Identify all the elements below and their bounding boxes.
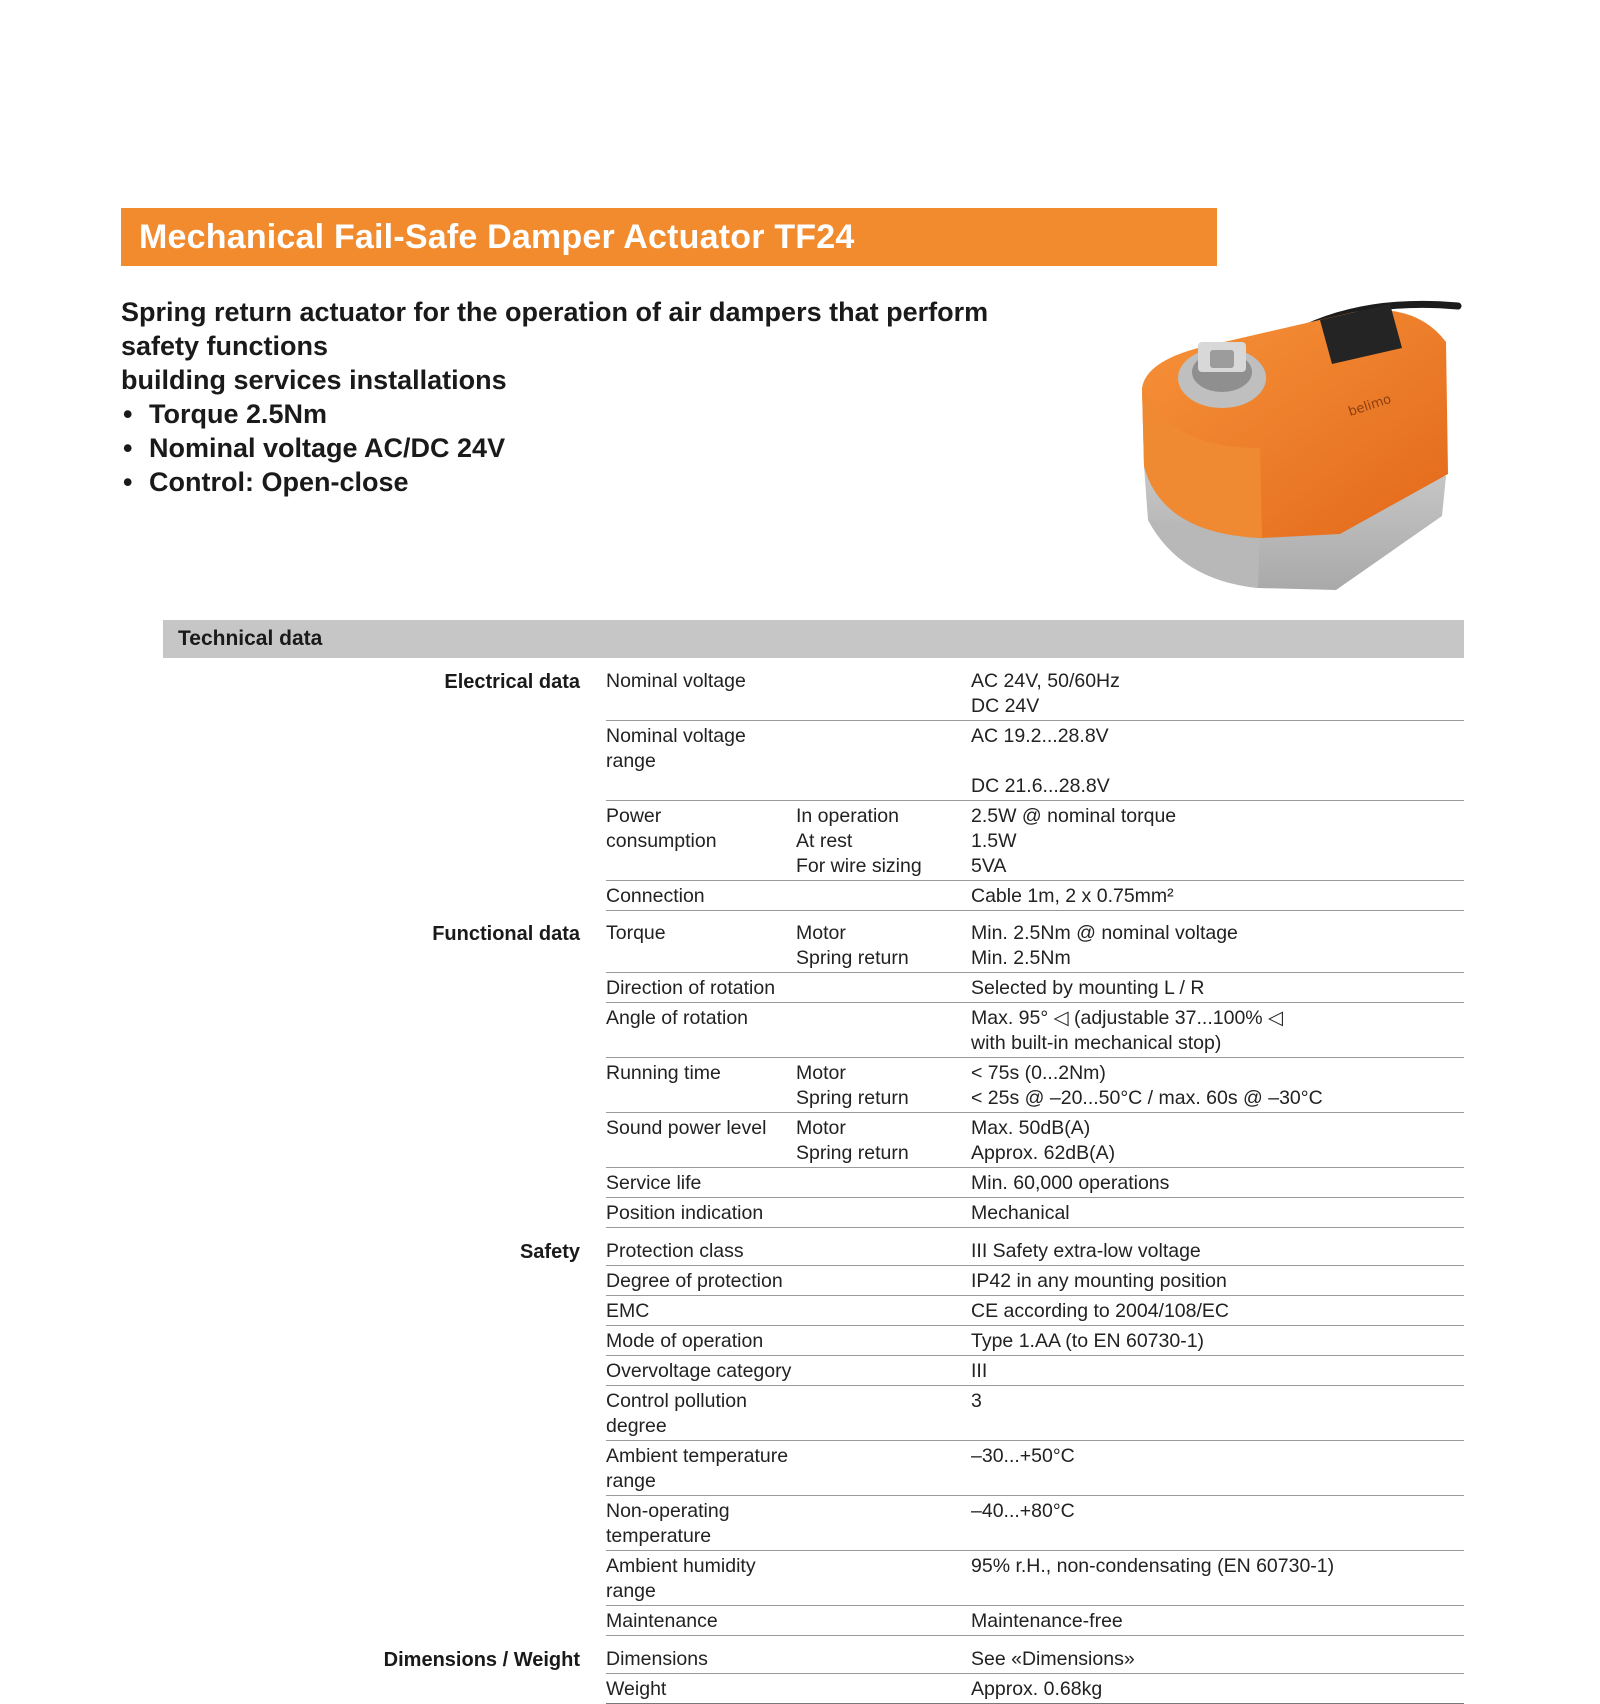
spec-value: Cable 1m, 2 x 0.75mm² <box>971 885 1174 907</box>
spec-value: IP42 in any mounting position <box>971 1270 1227 1292</box>
spec-sub <box>796 1031 971 1056</box>
spec-row <box>606 973 1464 1003</box>
spec-name: Power <box>606 805 662 827</box>
spec-value: CE according to 2004/108/EC <box>971 1300 1229 1322</box>
spec-name: Service life <box>606 1172 702 1194</box>
spec-row <box>606 1496 1464 1551</box>
spec-name: Protection class <box>606 1240 744 1262</box>
spec-name <box>606 1086 796 1111</box>
spec-value: 3 <box>971 1390 982 1412</box>
spec-row <box>606 1551 1464 1606</box>
spec-name: Mode of operation <box>606 1330 764 1352</box>
spec-name <box>606 1031 796 1056</box>
spec-sub: Spring return <box>796 1087 909 1109</box>
spec-row <box>606 666 1464 721</box>
spec-sub: In operation <box>796 805 899 827</box>
spec-value: –30...+50°C <box>971 1445 1075 1467</box>
spec-sub: Motor <box>796 1062 846 1084</box>
spec-sub: For wire sizing <box>796 855 922 877</box>
spec-sub: Spring return <box>796 947 909 969</box>
spec-value: Min. 60,000 operations <box>971 1172 1170 1194</box>
spec-name: Torque <box>606 922 666 944</box>
spec-name: Sound power level <box>606 1117 767 1139</box>
spec-value: Min. 2.5Nm <box>971 947 1071 969</box>
spec-row <box>606 721 1464 801</box>
spec-row <box>606 1296 1464 1326</box>
spec-sub <box>796 1499 971 1549</box>
spec-name: Position indication <box>606 1202 764 1224</box>
spec-group-safety <box>0 1236 1600 1636</box>
intro-line: Spring return actuator for the operation of air dampers that perform <box>121 297 989 327</box>
spec-name: Direction of rotation <box>606 977 776 999</box>
spec-row <box>606 881 1464 911</box>
technical-data-header: Technical data <box>163 620 1464 658</box>
spec-value: Selected by mounting L / R <box>971 977 1205 999</box>
spec-sub <box>796 1647 971 1672</box>
spec-value: Approx. 62dB(A) <box>971 1142 1116 1164</box>
spec-row <box>606 1441 1464 1496</box>
spec-value: with built-in mechanical stop) <box>971 1032 1222 1054</box>
spec-name <box>606 774 796 799</box>
spec-value: < 75s (0...2Nm) <box>971 1062 1106 1084</box>
feature-item: • Nominal voltage AC/DC 24V <box>121 431 1081 465</box>
spec-row <box>606 1236 1464 1266</box>
group-label: Dimensions / Weight <box>383 1649 580 1671</box>
spec-value: Max. 50dB(A) <box>971 1117 1091 1139</box>
spec-value: DC 24V <box>971 695 1040 717</box>
spec-sub <box>796 1554 971 1604</box>
product-intro <box>121 295 1081 499</box>
spec-name <box>606 854 796 879</box>
spec-value: 5VA <box>971 855 1007 877</box>
spec-value: Max. 95° ◁ (adjustable 37...100% ◁ <box>971 1007 1284 1029</box>
spec-sub <box>796 774 971 799</box>
spec-name: Dimensions <box>606 1648 708 1670</box>
spec-group-functional <box>0 918 1600 1228</box>
spec-sub <box>796 1201 971 1226</box>
spec-name: Degree of protection <box>606 1270 783 1292</box>
spec-name: Maintenance <box>606 1610 718 1632</box>
actuator-product-photo <box>1140 298 1490 598</box>
spec-value: Approx. 0.68kg <box>971 1678 1103 1700</box>
intro-line: safety functions <box>121 331 329 361</box>
spec-value: 95% r.H., non-condensating (EN 60730-1) <box>971 1555 1335 1577</box>
spec-sub <box>796 1359 971 1384</box>
spec-value: Min. 2.5Nm @ nominal voltage <box>971 922 1238 944</box>
group-label: Safety <box>519 1241 580 1263</box>
spec-name <box>606 694 796 719</box>
spec-value: III Safety extra-low voltage <box>971 1240 1201 1262</box>
spec-group-dimensions <box>0 1644 1600 1704</box>
spec-sub <box>796 1329 971 1354</box>
spec-value: See «Dimensions» <box>971 1648 1135 1670</box>
spec-row <box>606 1266 1464 1296</box>
spec-value: Maintenance-free <box>971 1610 1123 1632</box>
spec-row <box>606 1113 1464 1168</box>
spec-sub: Motor <box>796 1117 846 1139</box>
belimo-logo: belimo <box>1346 391 1394 420</box>
spec-name <box>606 1141 796 1166</box>
spec-row <box>606 1326 1464 1356</box>
spec-sub: At rest <box>796 830 853 852</box>
group-label: Electrical data <box>444 671 580 693</box>
spec-value: AC 24V, 50/60Hz <box>971 670 1120 692</box>
feature-list <box>121 397 1081 499</box>
spec-value: AC 19.2...28.8V <box>971 725 1109 747</box>
group-label: Functional data <box>432 923 580 945</box>
spec-value: Mechanical <box>971 1202 1070 1224</box>
spec-table <box>0 666 1600 1704</box>
spec-name: Non-operating temperature <box>606 1500 730 1547</box>
spec-name: Nominal voltage <box>606 670 746 692</box>
spec-row <box>606 1386 1464 1441</box>
spec-value: III <box>971 1360 988 1382</box>
spec-name: Ambient humidity range <box>606 1555 756 1602</box>
spec-sub <box>796 1677 971 1702</box>
feature-item: • Control: Open-close <box>121 465 1081 499</box>
intro-line: building services installations <box>121 365 507 395</box>
product-title-banner: Mechanical Fail-Safe Damper Actuator TF24 <box>121 208 1217 266</box>
spec-row <box>606 1198 1464 1228</box>
spec-row <box>606 1058 1464 1113</box>
spec-row <box>606 1356 1464 1386</box>
spec-sub <box>796 669 971 694</box>
spec-sub <box>796 1609 971 1634</box>
spec-sub <box>796 1299 971 1324</box>
spec-sub <box>796 694 971 719</box>
spec-name: Control pollution degree <box>606 1390 747 1437</box>
spec-row <box>606 1674 1464 1704</box>
spec-name <box>606 946 796 971</box>
spec-row <box>606 1168 1464 1198</box>
spec-sub <box>796 1239 971 1264</box>
spec-sub <box>796 1444 971 1494</box>
spec-name: Nominal voltage range <box>606 725 746 772</box>
spec-group-electrical <box>0 666 1600 911</box>
spec-sub: Spring return <box>796 1142 909 1164</box>
spec-row <box>606 1003 1464 1058</box>
spec-name: Connection <box>606 885 705 907</box>
spec-sub <box>796 1006 971 1031</box>
spec-value: < 25s @ –20...50°C / max. 60s @ –30°C <box>971 1087 1323 1109</box>
spec-name: Running time <box>606 1062 721 1084</box>
spec-name: Ambient temperature range <box>606 1445 789 1492</box>
spec-row <box>606 801 1464 881</box>
spec-value: 2.5W @ nominal torque <box>971 805 1177 827</box>
spec-name: Overvoltage category <box>606 1360 792 1382</box>
spec-sub <box>796 1389 971 1439</box>
spec-sub: Motor <box>796 922 846 944</box>
spec-value: 1.5W <box>971 830 1017 852</box>
spec-row <box>606 1606 1464 1636</box>
spec-value: DC 21.6...28.8V <box>971 775 1110 797</box>
spec-name: EMC <box>606 1300 650 1322</box>
spec-name: Weight <box>606 1678 667 1700</box>
spec-sub <box>796 884 971 909</box>
spec-name: Angle of rotation <box>606 1007 749 1029</box>
spec-value: –40...+80°C <box>971 1500 1075 1522</box>
spec-name: consumption <box>606 830 717 852</box>
spec-row <box>606 1644 1464 1674</box>
feature-item: • Torque 2.5Nm <box>121 397 1081 431</box>
spec-sub <box>796 1269 971 1294</box>
spec-value: Type 1.AA (to EN 60730-1) <box>971 1330 1205 1352</box>
spec-sub <box>796 1171 971 1196</box>
spec-row <box>606 918 1464 973</box>
spec-sub <box>796 724 971 774</box>
spec-sub <box>796 976 971 1001</box>
